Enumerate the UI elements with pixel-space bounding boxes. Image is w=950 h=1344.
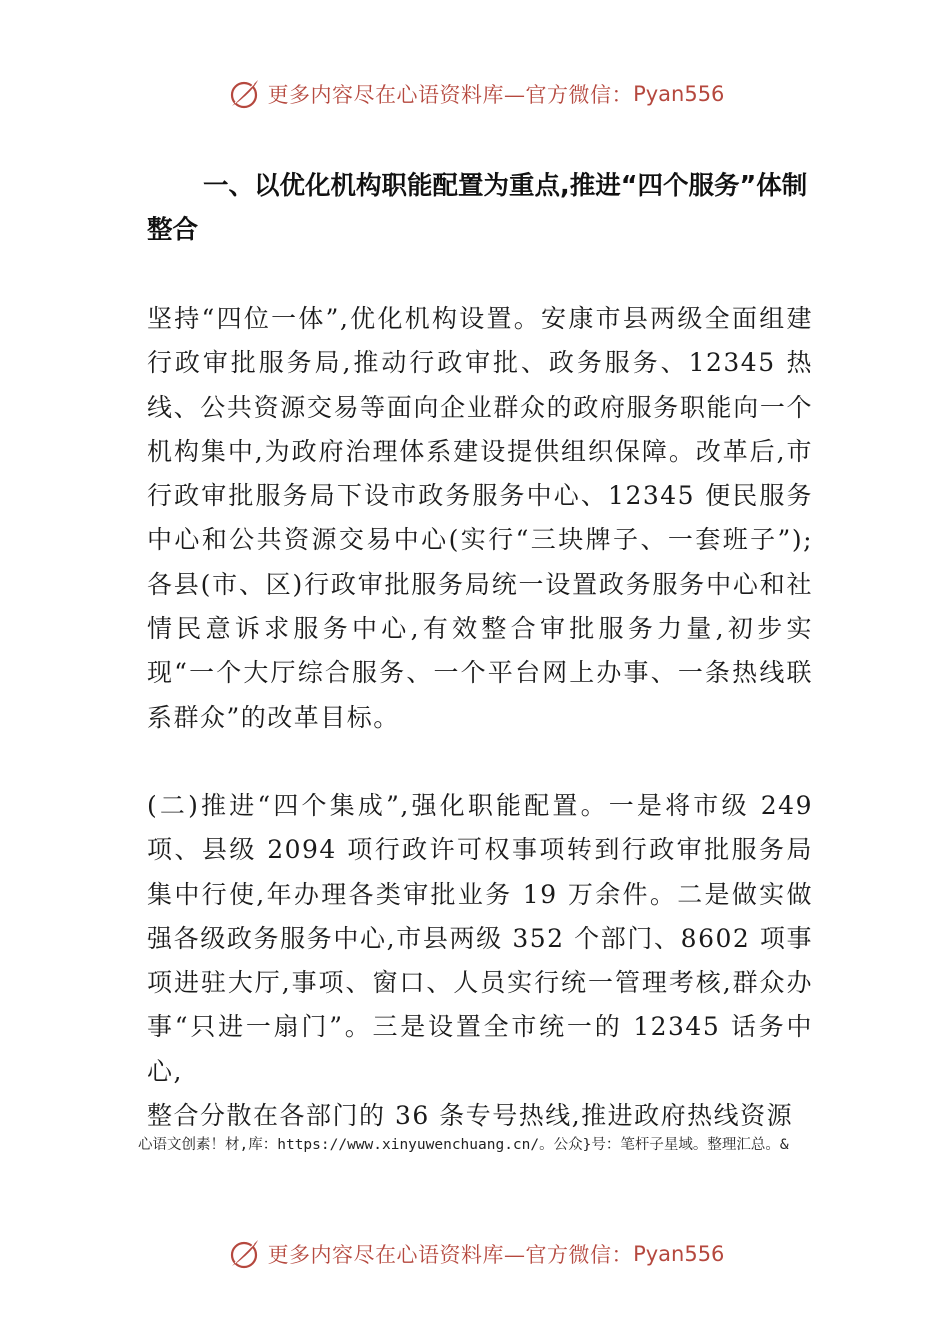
header-watermark-banner [0, 74, 950, 114]
paragraph-four-integrations: (二)推进“四个集成”,强化职能配置。一是将市级 249 项、县级 2094 项行政许可权事项转到行政审批服务局集中行使,年办理各类审批业务 19 万余件。二是做实做强各级政务服务中心,市县两级 352 个部门、8602 项事项进驻大厅,事项、窗口、人员实行统一管理考核,群众办事“只进一扇门”。三是设置全市统一的 12345 话务中心, [147, 791, 813, 1086]
banner-wechat-handle: Pyan556 [633, 82, 725, 106]
banner-wechat-handle: Pyan556 [633, 1242, 725, 1266]
feather-pen-logo-icon [226, 1236, 262, 1272]
banner-text: 更多内容尽在心语资料库—官方微信： [267, 1243, 634, 1267]
footnote-source: 心语文创素！材,库：https://www.xinyuwenchuang.cn/。公众}号：笔杆子星域。整理汇总。& [138, 1137, 789, 1153]
section-heading-text: 一、以优化机构职能配置为重点,推进“四个服务”体制整合 [147, 171, 808, 245]
footer-watermark-banner [0, 1234, 950, 1274]
paragraph-continued: 整合分散在各部门的 36 条专号热线,推进政府热线资源 [147, 1101, 794, 1130]
feather-pen-logo-icon [226, 76, 262, 112]
paragraph-organization: 坚持“四位一体”,优化机构设置。安康市县两级全面组建行政审批服务局,推动行政审批、政务服务、12345 热线、公共资源交易等面向企业群众的政府服务职能向一个机构集中,为政府治理体系建设提供组织保障。改革后,市行政审批服务局下设市政务服务中心、12345 便民服务中心和公共资源交易中心(实行“三块牌子、一套班子”);各县(市、区)行政审批服务局统一设置政务服务中心和社情民意诉求服务中心,有效整合审批服务力量,初步实现“一个大厅综合服务、一个平台网上办事、一条热线联系群众”的改革目标。 [147, 304, 813, 732]
banner-text: 更多内容尽在心语资料库—官方微信： [267, 83, 634, 107]
section-heading [147, 164, 813, 252]
